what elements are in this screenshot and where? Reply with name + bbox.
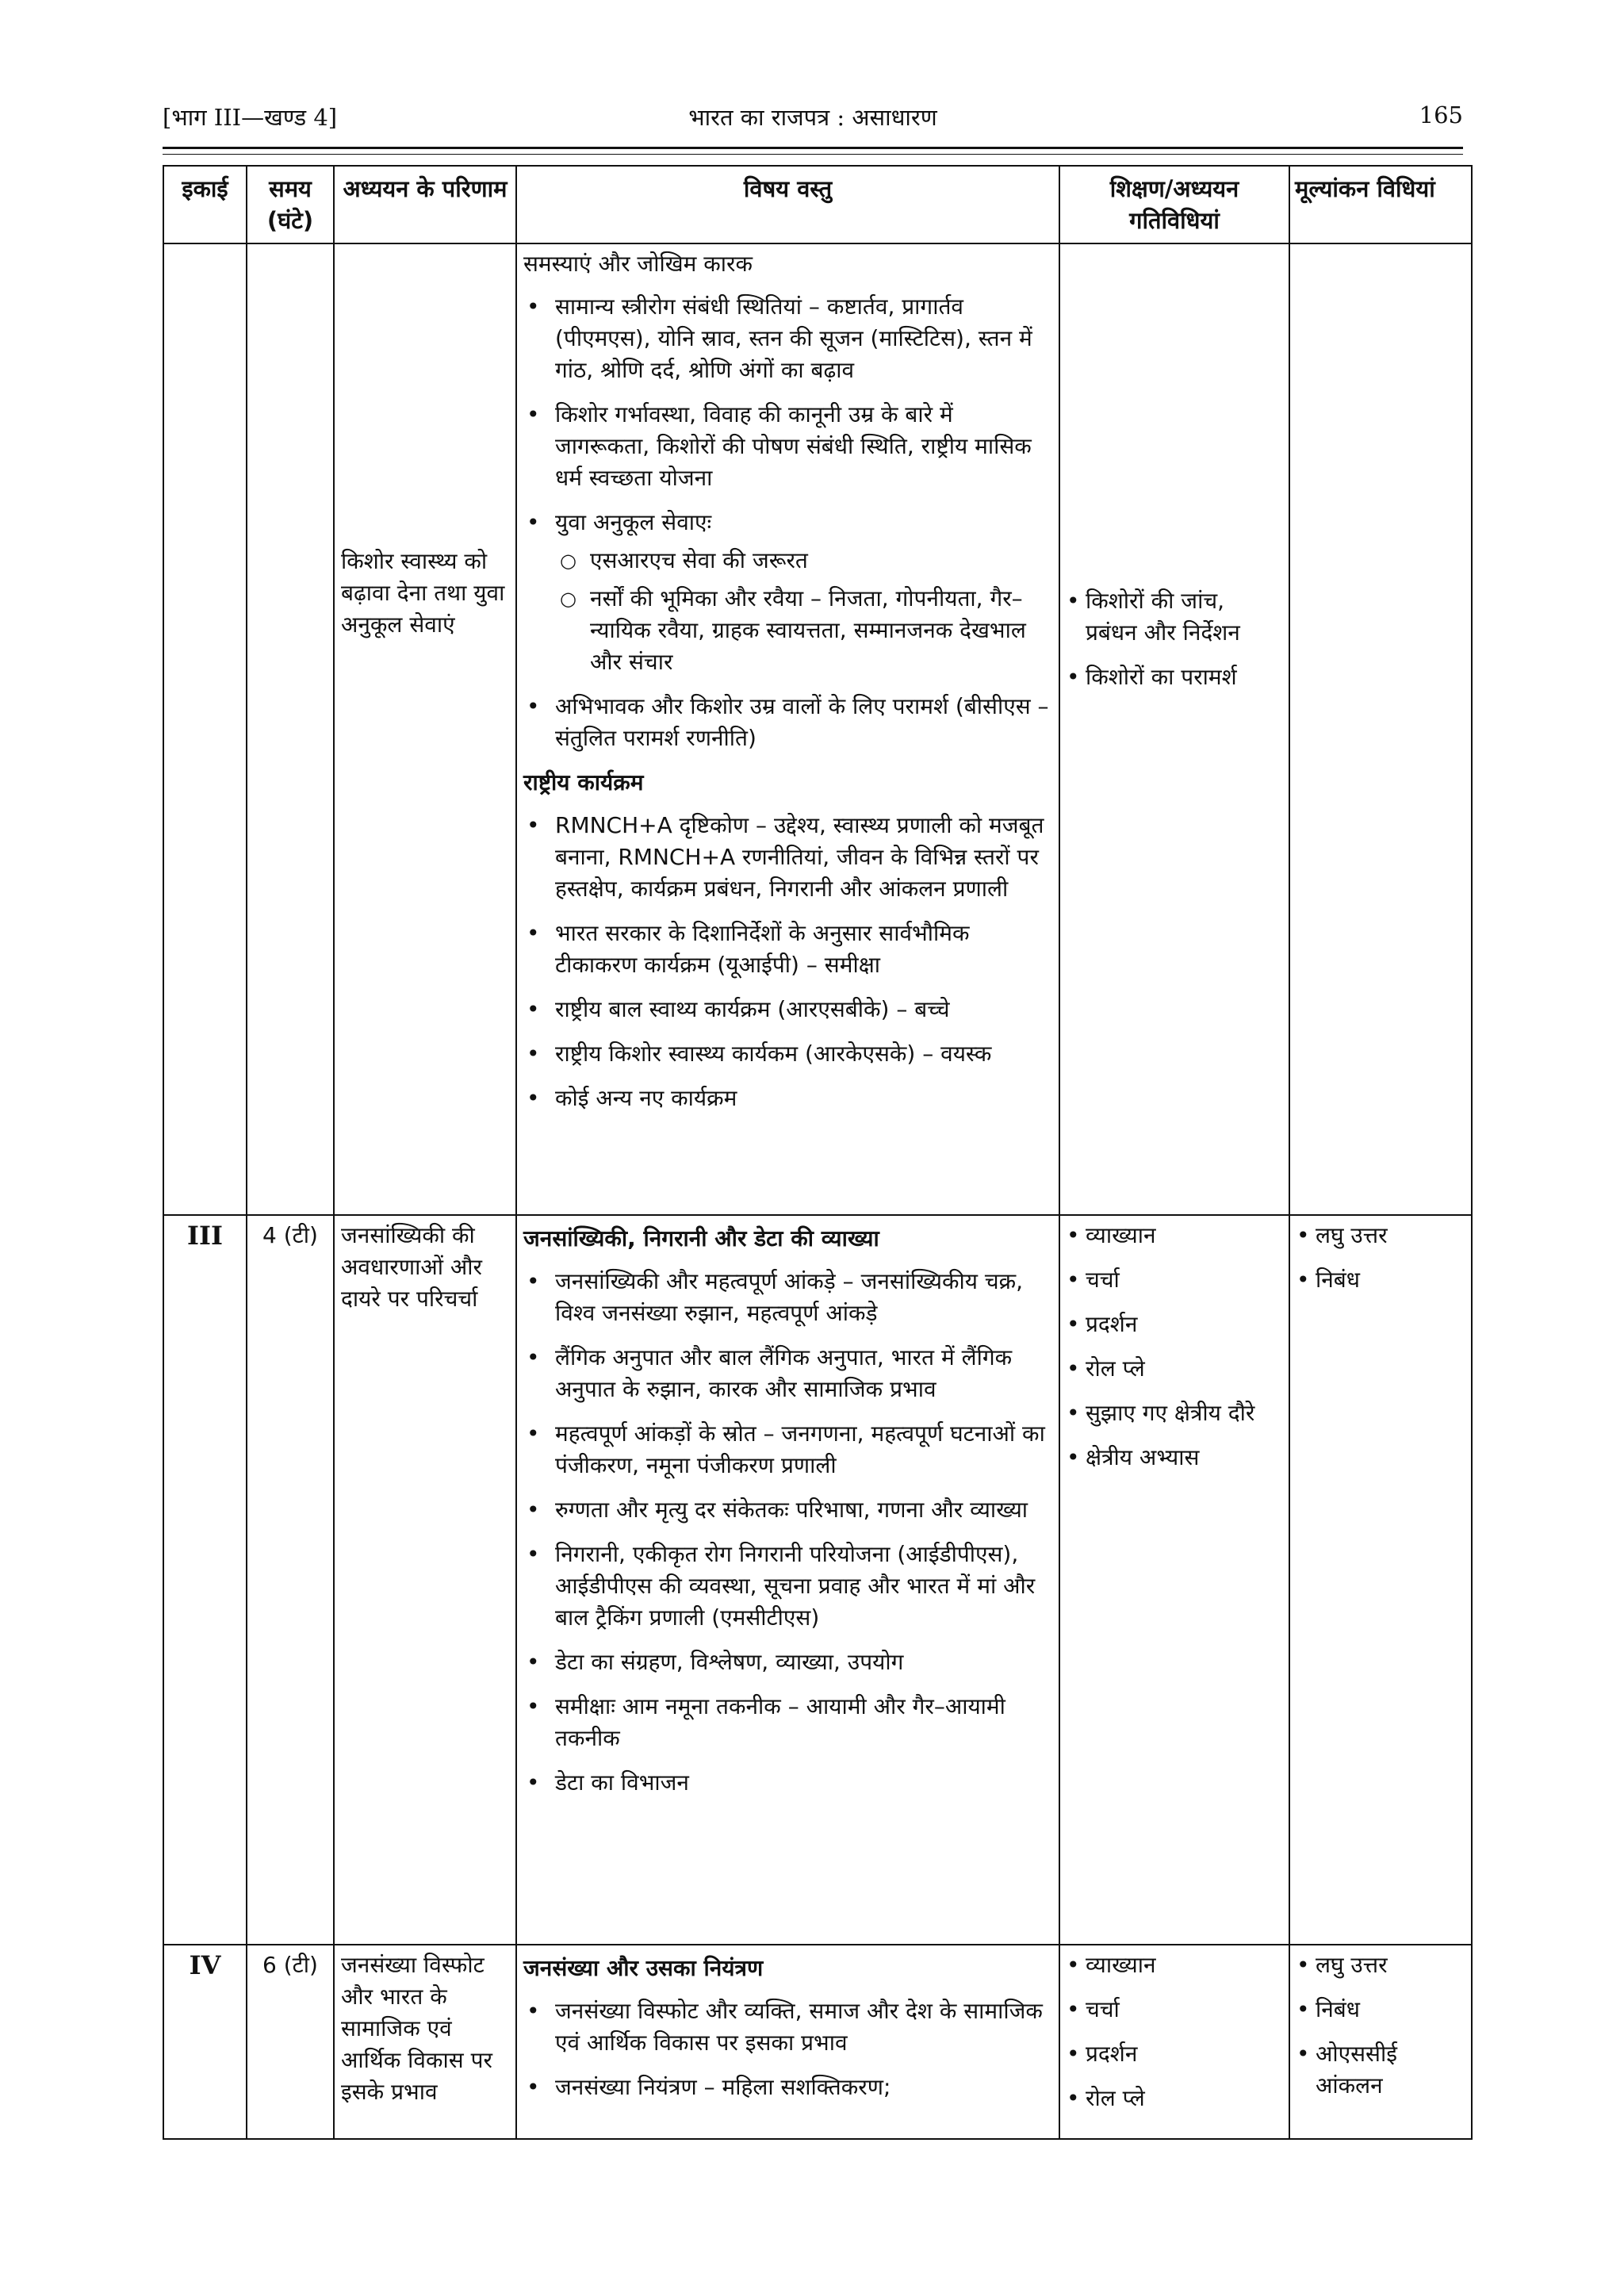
activities-list bbox=[1067, 585, 1282, 693]
list-item: • सुझाए गए क्षेत्रीय दौरे bbox=[1067, 1397, 1282, 1429]
list-item: • डेटा का विभाजन bbox=[523, 1767, 1052, 1799]
list-item: • प्रदर्शन bbox=[1067, 2038, 1282, 2070]
time-cell: 6 (टी) bbox=[247, 1945, 334, 2139]
evaluation-list bbox=[1297, 1949, 1465, 2102]
list-item: • जनसंख्या विस्फोट और व्यक्ति, समाज और देश के सामाजिक एवं आर्थिक विकास पर इसका प्रभाव bbox=[523, 1995, 1052, 2059]
column-header-time: समय (घंटे) bbox=[247, 166, 334, 243]
evaluation-cell bbox=[1289, 1945, 1472, 2139]
activities-list bbox=[1067, 1220, 1282, 1474]
list-item: • क्षेत्रीय अभ्यास bbox=[1067, 1442, 1282, 1474]
evaluation-list bbox=[1297, 1220, 1465, 1296]
column-header-unit: इकाई bbox=[163, 166, 247, 243]
list-item: • निबंध bbox=[1297, 1994, 1465, 2026]
activities-list bbox=[1067, 1949, 1282, 2114]
content-cell bbox=[516, 243, 1059, 1215]
table-row bbox=[163, 1945, 1472, 2139]
page-number: 165 bbox=[1419, 102, 1463, 128]
activities-cell bbox=[1059, 1215, 1289, 1945]
list-item-text: युवा अनुकूल सेवाएः bbox=[555, 509, 712, 535]
list-item: • जनसंख्या नियंत्रण – महिला सशक्तिकरण; bbox=[523, 2072, 1052, 2103]
list-item: • व्याख्यान bbox=[1067, 1949, 1282, 1981]
list-item: • ओएससीई आंकलन bbox=[1297, 2038, 1465, 2102]
sub-list-item: ○ एसआरएच सेवा की जरूरत bbox=[555, 545, 1052, 577]
sub-list bbox=[555, 545, 1052, 678]
list-item: • लघु उत्तर bbox=[1297, 1220, 1465, 1251]
content-list bbox=[523, 291, 1052, 754]
content-cell bbox=[516, 1215, 1059, 1945]
list-item: • राष्ट्रीय बाल स्वाथ्य कार्यक्रम (आरएसबीके) – बच्चे bbox=[523, 994, 1052, 1025]
list-item bbox=[523, 507, 1052, 678]
evaluation-cell bbox=[1289, 1215, 1472, 1945]
evaluation-cell bbox=[1289, 243, 1472, 1215]
unit-cell: III bbox=[163, 1215, 247, 1945]
list-item: • किशोरों का परामर्श bbox=[1067, 661, 1282, 693]
outcome-cell: किशोर स्वास्थ्य को बढ़ावा देना तथा युवा अनुकूल सेवाएं bbox=[334, 243, 516, 1215]
list-item: • निगरानी, एकीकृत रोग निगरानी परियोजना (आईडीपीएस), आईडीपीएस की व्यवस्था, सूचना प्रवाह और भारत में मां और बाल ट्रैकिंग प्रणाली (एमसीटीएस) bbox=[523, 1539, 1052, 1634]
list-item: • RMNCH+A दृष्टिकोण – उद्देश्य, स्वास्थ्य प्रणाली को मजबूत बनाना, RMNCH+A रणनीतियां, जीवन के विभिन्न स्तरों पर हस्तक्षेप, कार्यक्रम प्रबंधन, निगरानी और आंकलन प्रणाली bbox=[523, 810, 1052, 905]
list-item: • व्याख्यान bbox=[1067, 1220, 1282, 1251]
unit-cell bbox=[163, 243, 247, 1215]
column-header-evaluation: मूल्यांकन विधियां bbox=[1289, 166, 1472, 243]
activities-cell bbox=[1059, 1945, 1289, 2139]
content-list bbox=[523, 1266, 1052, 1799]
content-lead-text: समस्याएं और जोखिम कारक bbox=[523, 251, 753, 277]
unit-cell: IV bbox=[163, 1945, 247, 2139]
list-item: • किशोर गर्भावस्था, विवाह की कानूनी उम्र के बारे में जागरूकता, किशोरों की पोषण संबंधी स्थिति, राष्ट्रीय मासिक धर्म स्वच्छता योजना bbox=[523, 399, 1052, 494]
syllabus-table bbox=[163, 165, 1473, 2140]
list-item: • जनसांख्यिकी और महत्वपूर्ण आंकड़े – जनसांख्यिकीय चक्र, विश्व जनसंख्या रुझान, महत्वपूर्ण आंकड़े bbox=[523, 1266, 1052, 1329]
list-item: • चर्चा bbox=[1067, 1264, 1282, 1296]
list-item: • लघु उत्तर bbox=[1297, 1949, 1465, 1981]
list-item: • अभिभावक और किशोर उम्र वालों के लिए परामर्श (बीसीएस – संतुलित परामर्श रणनीति) bbox=[523, 691, 1052, 754]
list-item: • निबंध bbox=[1297, 1264, 1465, 1296]
list-item: • प्रदर्शन bbox=[1067, 1309, 1282, 1340]
content-cell bbox=[516, 1945, 1059, 2139]
sub-list-item: ○ नर्सों की भूमिका और रवैया – निजता, गोपनीयता, गैर–न्यायिक रवैया, ग्राहक स्वायत्तता, सम्मानजनक देखभाल और संचार bbox=[555, 583, 1052, 678]
activities-cell bbox=[1059, 243, 1289, 1215]
time-cell: 4 (टी) bbox=[247, 1215, 334, 1945]
list-item: • रोल प्ले bbox=[1067, 2083, 1282, 2114]
list-item: • राष्ट्रीय किशोर स्वास्थ्य कार्यकम (आरकेएसके) – वयस्क bbox=[523, 1038, 1052, 1070]
column-header-outcomes: अध्ययन के परिणाम bbox=[334, 166, 516, 243]
section-heading: जनसंख्या और उसका नियंत्रण bbox=[523, 1955, 764, 1981]
list-item: • रोल प्ले bbox=[1067, 1353, 1282, 1385]
outcome-cell: जनसंख्या विस्फोट और भारत के सामाजिक एवं आर्थिक विकास पर इसके प्रभाव bbox=[334, 1945, 516, 2139]
column-header-content: विषय वस्तु bbox=[516, 166, 1059, 243]
time-cell bbox=[247, 243, 334, 1215]
header-rule-thick bbox=[163, 147, 1463, 149]
list-item: • किशोरों की जांच, प्रबंधन और निर्देशन bbox=[1067, 585, 1282, 649]
section-heading: जनसांख्यिकी, निगरानी और डेटा की व्याख्या bbox=[523, 1225, 879, 1251]
list-item: • कोई अन्य नए कार्यक्रम bbox=[523, 1083, 1052, 1114]
list-item: • लैंगिक अनुपात और बाल लैंगिक अनुपात, भारत में लैंगिक अनुपात के रुझान, कारक और सामाजिक प्रभाव bbox=[523, 1342, 1052, 1405]
list-item: • रुग्णता और मृत्यु दर संकेतकः परिभाषा, गणना और व्याख्या bbox=[523, 1494, 1052, 1526]
content-list bbox=[523, 1995, 1052, 2103]
table-row bbox=[163, 243, 1472, 1215]
list-item: • चर्चा bbox=[1067, 1994, 1282, 2026]
header-rule-thin bbox=[163, 154, 1463, 155]
list-item: • महत्वपूर्ण आंकड़ों के स्रोत – जनगणना, महत्वपूर्ण घटनाओं का पंजीकरण, नमूना पंजीकरण प्रणाली bbox=[523, 1418, 1052, 1481]
table-header-row bbox=[163, 166, 1472, 243]
content-list bbox=[523, 810, 1052, 1114]
section-heading: राष्ट्रीय कार्यक्रम bbox=[523, 769, 644, 795]
list-item: • भारत सरकार के दिशानिर्देशों के अनुसार सार्वभौमिक टीकाकरण कार्यक्रम (यूआईपी) – समीक्षा bbox=[523, 918, 1052, 981]
table-row bbox=[163, 1215, 1472, 1945]
list-item: • सामान्य स्त्रीरोग संबंधी स्थितियां – कष्टार्तव, प्रागार्तव (पीएमएस), योनि स्राव, स्तन की सूजन (मास्टिटिस), स्तन में गांठ, श्रोणि दर्द, श्रोणि अंगों का बढ़ाव bbox=[523, 291, 1052, 386]
page-header bbox=[163, 102, 1463, 143]
gazette-title: भारत का राजपत्र : असाधारण bbox=[688, 104, 937, 131]
list-item: • डेटा का संग्रहण, विश्लेषण, व्याख्या, उपयोग bbox=[523, 1646, 1052, 1678]
column-header-activities: शिक्षण/अध्ययन गतिविधियां bbox=[1059, 166, 1289, 243]
list-item: • समीक्षाः आम नमूना तकनीक – आयामी और गैर–आयामी तकनीक bbox=[523, 1691, 1052, 1754]
outcome-cell: जनसांख्यिकी की अवधारणाओं और दायरे पर परिचर्चा bbox=[334, 1215, 516, 1945]
gazette-part-label: [भाग III—खण्ड 4] bbox=[163, 104, 338, 131]
